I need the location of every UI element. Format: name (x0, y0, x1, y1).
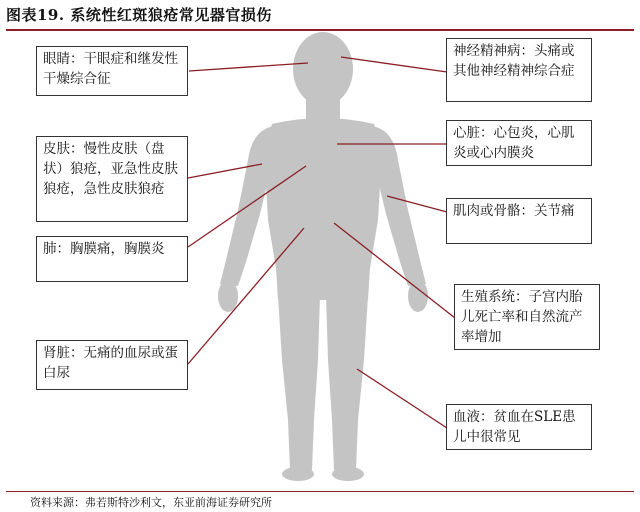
connector-blood (357, 369, 447, 428)
label-blood: 血液：贫血在SLE患儿中很常见 (446, 404, 592, 450)
label-eyes: 眼睛：干眼症和继发性干燥综合征 (36, 46, 188, 96)
human-silhouette (218, 32, 428, 481)
connector-neuro (341, 57, 447, 72)
footer-rule (6, 491, 634, 492)
label-skin: 皮肤：慢性皮肤（盘状）狼疮，亚急性皮肤狼疮，急性皮肤狼疮 (36, 136, 188, 222)
label-heart: 心脏：心包炎，心肌炎或心内膜炎 (446, 120, 592, 166)
label-neuro: 神经精神病：头痛或其他神经精神综合症 (446, 38, 592, 102)
label-muscle: 肌肉或骨骼：关节痛 (446, 198, 592, 244)
label-reproductive: 生殖系统：子宫内胎儿死亡率和自然流产率增加 (454, 284, 600, 350)
label-lung: 肺：胸膜痛，胸膜炎 (36, 236, 188, 282)
label-kidney: 肾脏：无痛的血尿或蛋白尿 (36, 340, 188, 390)
figure-title: 图表19. 系统性红斑狼疮常见器官损伤 (6, 6, 272, 24)
source-note: 资料来源：弗若斯特沙利文，东亚前海证券研究所 (30, 496, 272, 509)
connector-eyes (189, 63, 308, 71)
